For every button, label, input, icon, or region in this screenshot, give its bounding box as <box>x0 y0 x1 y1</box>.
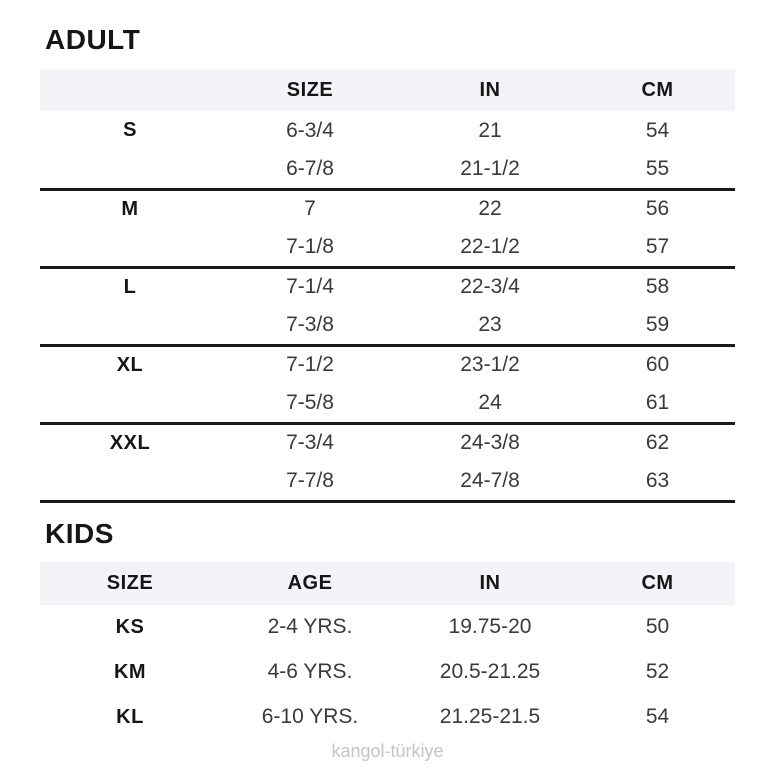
cm-value: 63 <box>580 462 735 501</box>
inches-value: 21-1/2 <box>400 150 580 189</box>
adult-header-in: IN <box>400 69 580 111</box>
inches-value: 21.25-21.5 <box>439 705 541 728</box>
table-row <box>40 306 735 345</box>
table-row <box>40 384 735 423</box>
cm-value: 55 <box>580 150 735 189</box>
inches-value: 23 <box>400 306 580 345</box>
cm-value: 61 <box>580 384 735 423</box>
watermark-text: kangol-türkiye <box>331 740 444 761</box>
size-group-label <box>40 228 220 267</box>
kids-size-label: KM <box>113 660 147 683</box>
cm-value: 52 <box>645 660 670 683</box>
size-group-label <box>40 462 220 501</box>
table-row <box>40 423 735 462</box>
size-value: 6-7/8 <box>220 150 400 189</box>
inches-value: 22 <box>478 197 502 221</box>
table-row <box>40 650 735 695</box>
kids-header-in: IN <box>400 562 580 605</box>
adult-header-cm: CM <box>580 69 735 111</box>
adult-header-blank <box>40 69 220 111</box>
size-value: 7-3/8 <box>220 306 400 345</box>
size-group-label <box>40 306 220 345</box>
adult-section-title: ADULT <box>45 24 141 55</box>
adult-header-size: SIZE <box>220 69 400 111</box>
size-group-label: S <box>123 119 137 141</box>
table-row <box>40 150 735 189</box>
cm-value: 50 <box>645 615 670 638</box>
table-row <box>40 267 735 306</box>
inches-value: 22-3/4 <box>460 275 520 299</box>
size-value: 7-5/8 <box>220 384 400 423</box>
inches-value: 19.75-20 <box>448 615 532 638</box>
inches-value: 23-1/2 <box>460 353 520 377</box>
kids-header-cm: CM <box>580 562 735 605</box>
cm-value: 56 <box>645 197 670 221</box>
kids-header-age: AGE <box>220 562 400 605</box>
table-row <box>40 228 735 267</box>
table-row <box>40 111 735 150</box>
table-row <box>40 189 735 228</box>
age-value: 4-6 YRS. <box>267 660 353 683</box>
adult-header-row <box>40 69 735 111</box>
kids-size-label: KS <box>115 615 145 638</box>
inches-value: 20.5-21.25 <box>439 660 541 683</box>
size-value: 7-1/4 <box>286 275 334 299</box>
inches-value: 24-7/8 <box>400 462 580 501</box>
age-value: 2-4 YRS. <box>267 615 353 638</box>
size-value: 7-7/8 <box>220 462 400 501</box>
cm-value: 59 <box>580 306 735 345</box>
size-value: 7-1/8 <box>220 228 400 267</box>
cm-value: 54 <box>645 705 670 728</box>
kids-size-label: KL <box>116 705 144 728</box>
inches-value: 24-3/8 <box>460 431 520 455</box>
kids-size-table <box>40 562 735 740</box>
cm-value: 57 <box>580 228 735 267</box>
table-row <box>40 695 735 740</box>
cm-value: 62 <box>645 431 670 455</box>
inches-value: 21 <box>478 118 502 142</box>
size-value: 7-3/4 <box>286 431 334 455</box>
size-value: 7-1/2 <box>286 353 334 377</box>
size-group-label: M <box>121 197 139 220</box>
size-group-label <box>40 150 220 189</box>
cm-value: 60 <box>645 353 670 377</box>
kids-header-row <box>40 562 735 605</box>
size-value: 6-3/4 <box>286 118 334 142</box>
adult-size-table <box>40 69 735 503</box>
size-group-label: L <box>123 275 137 298</box>
inches-value: 24 <box>400 384 580 423</box>
kids-header-size: SIZE <box>40 562 220 605</box>
age-value: 6-10 YRS. <box>261 705 359 728</box>
inches-value: 22-1/2 <box>400 228 580 267</box>
size-value: 7 <box>304 197 316 221</box>
size-group-label: XXL <box>109 431 151 454</box>
table-row <box>40 345 735 384</box>
size-group-label: XL <box>116 353 144 376</box>
table-row <box>40 462 735 501</box>
table-row <box>40 605 735 650</box>
size-group-label <box>40 384 220 423</box>
cm-value: 58 <box>645 275 670 299</box>
kids-section-title: KIDS <box>45 517 114 549</box>
cm-value: 54 <box>645 118 670 142</box>
